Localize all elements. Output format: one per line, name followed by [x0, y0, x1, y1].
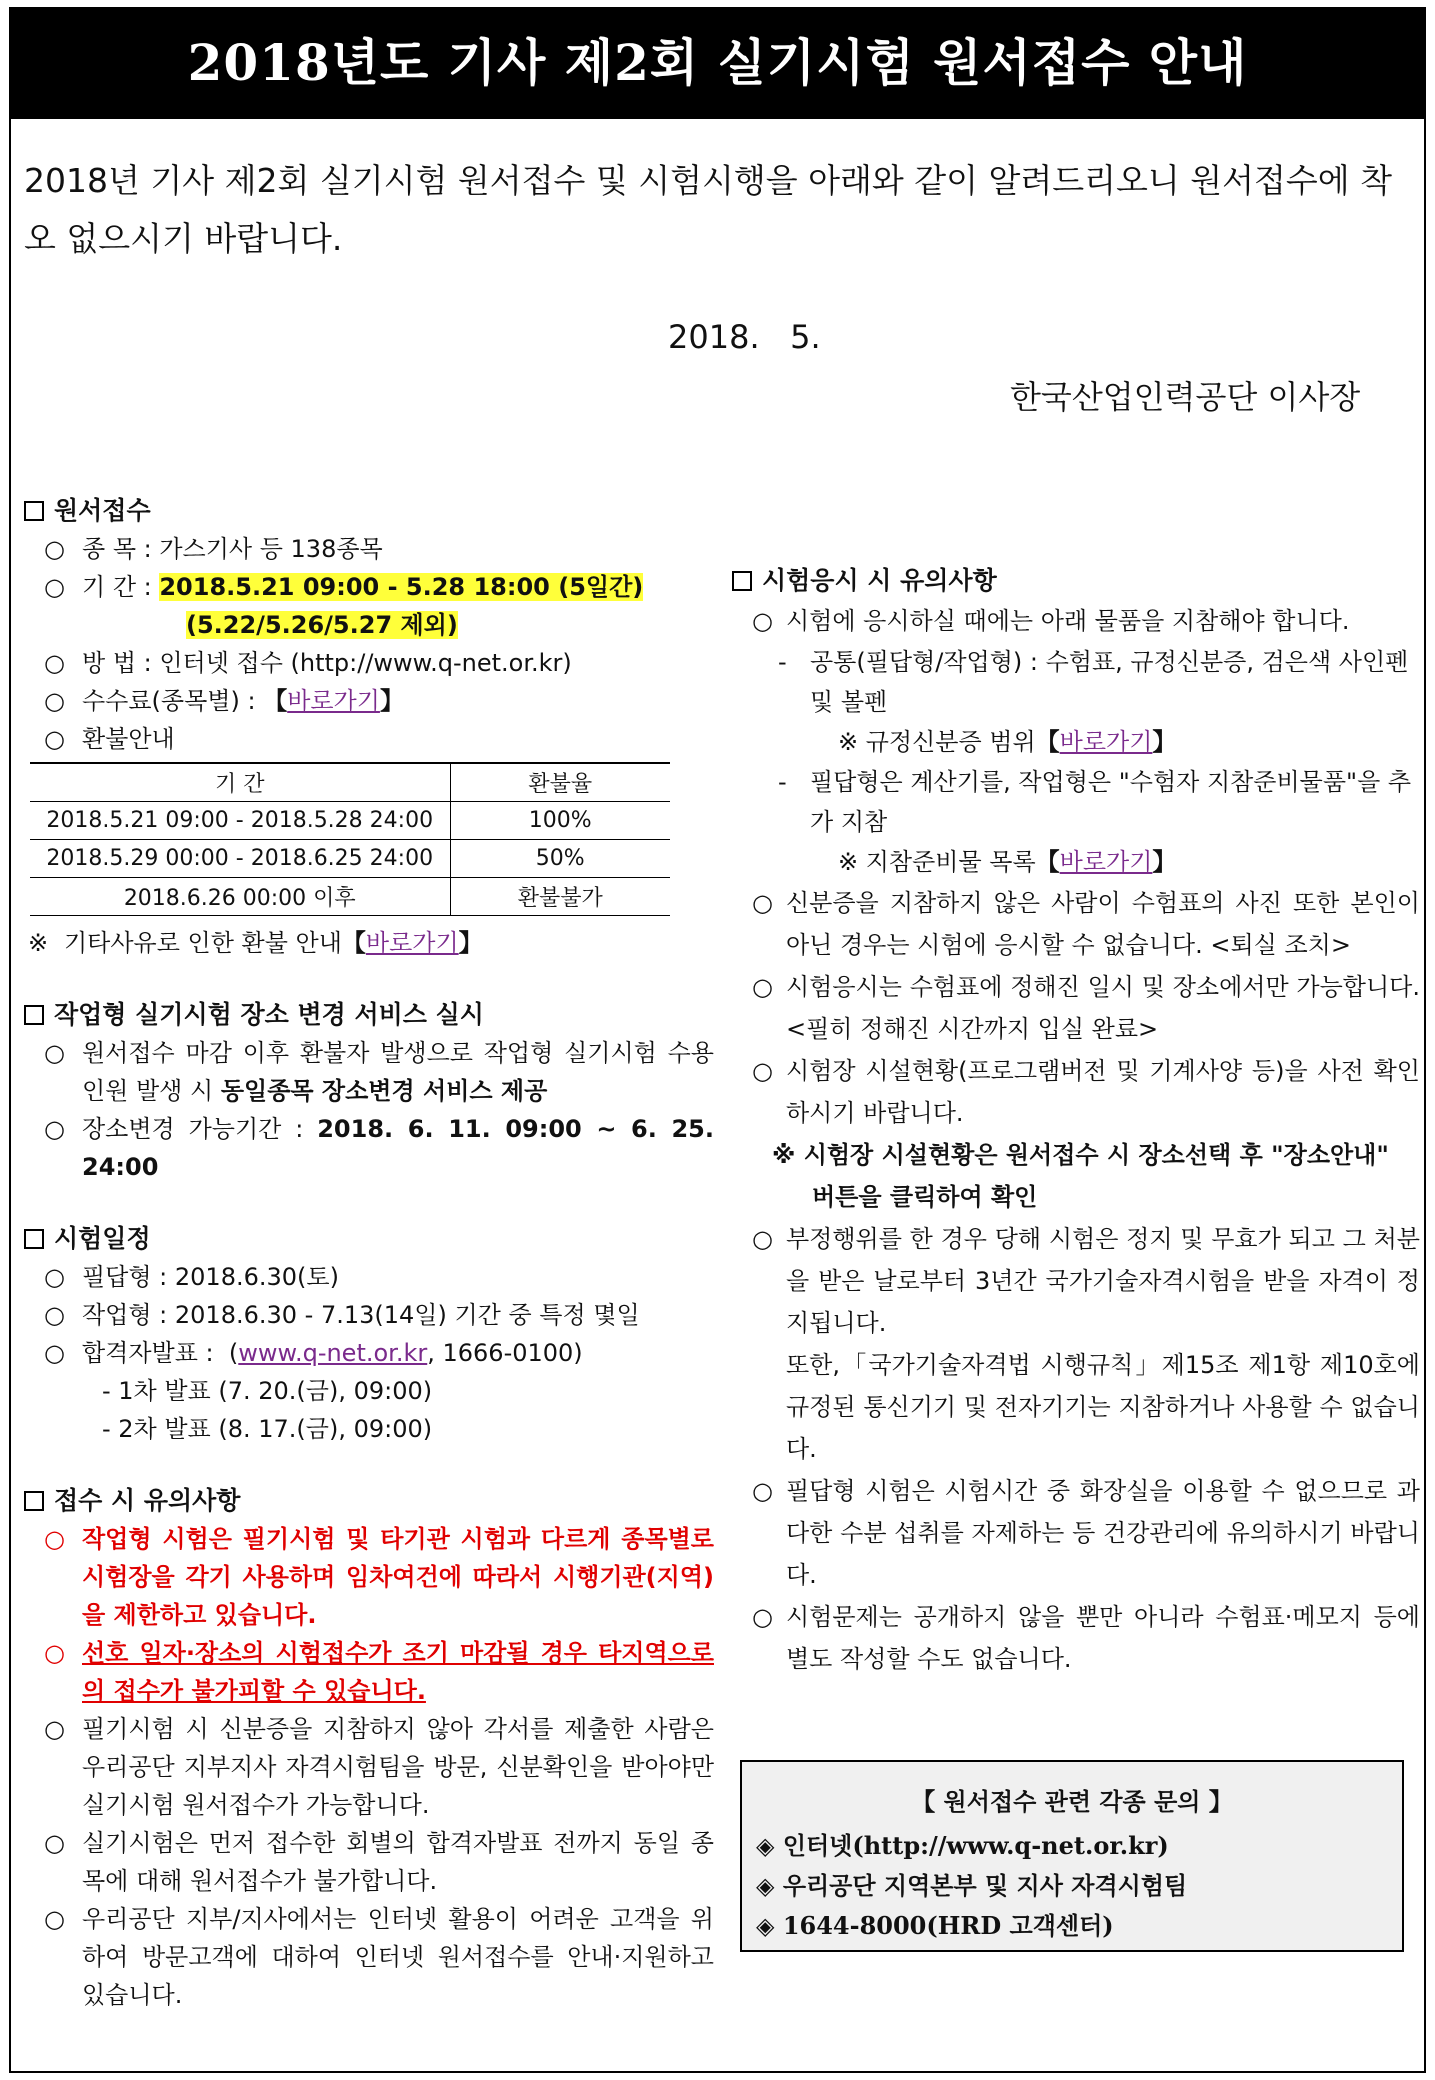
- list-item: ○ 시험장 시설현황(프로그램버전 및 기계사양 등)을 사전 확인하시기 바랍니다.: [732, 1050, 1420, 1134]
- sub-item: - 공통(필답형/작업형) : 수험표, 규정신분증, 검은색 사인펜 및 볼펜: [778, 648, 1409, 716]
- reference-mark-icon: ※: [28, 928, 49, 957]
- checkbox-square-icon: [732, 571, 752, 591]
- refund-other-link[interactable]: 바로가기: [365, 928, 459, 957]
- list-item: ○ 필기시험 시 신분증을 지참하지 않아 각서를 제출한 사람은 우리공단 지부지사 자격시험팀을 방문, 신분확인을 받아야만 실기시험 원서접수가 가능합니다.: [24, 1710, 714, 1824]
- sub-item: - 2차 발표 (8. 17.(금), 09:00): [102, 1414, 433, 1443]
- list-item: ○ 작업형 : 2018.6.30 - 7.13(14일) 기간 중 특정 몇일: [24, 1296, 714, 1334]
- table-cell: 50%: [450, 839, 670, 877]
- section-heading: 원서접수: [54, 496, 151, 525]
- section-heading: 작업형 실기시험 장소 변경 서비스 실시: [54, 999, 484, 1029]
- contact-title: 【 원서접수 관련 각종 문의 】: [911, 1787, 1233, 1816]
- section-exam-notes: [732, 562, 1420, 600]
- section-heading: 시험응시 시 유의사항: [762, 566, 997, 595]
- circle-bullet-icon: ○: [44, 1262, 65, 1291]
- page-title: 2018년도 기사 제2회 실기시험 원서접수 안내: [9, 7, 1426, 119]
- table-header-row: [30, 763, 670, 801]
- circle-bullet-icon: ○: [752, 1225, 773, 1253]
- id-range-link[interactable]: 바로가기: [1059, 728, 1153, 756]
- table-row: [30, 839, 670, 877]
- table-header: 기 간: [30, 763, 450, 801]
- circle-bullet-icon: ○: [44, 649, 65, 677]
- circle-bullet-icon: ○: [44, 1338, 65, 1367]
- fee-link[interactable]: 바로가기: [287, 687, 380, 715]
- table-cell: 2018.5.21 09:00 - 2018.5.28 24:00: [30, 801, 450, 839]
- notice-date: 2018. 5.: [668, 318, 821, 356]
- circle-bullet-icon: ○: [44, 725, 65, 753]
- contact-line-phone: ◈ 1644-8000(HRD 고객센터): [756, 1911, 1114, 1940]
- table-cell: 2018.6.26 00:00 이후: [30, 877, 450, 915]
- list-item: ○ 수수료(종목별) : 【바로가기】: [24, 682, 714, 720]
- circle-bullet-icon: ○: [44, 573, 65, 601]
- circle-bullet-icon: ○: [44, 1638, 65, 1667]
- circle-bullet-icon: ○: [44, 1828, 65, 1857]
- section-application: [24, 492, 714, 530]
- circle-bullet-icon: ○: [44, 1524, 65, 1553]
- reference-note: ※ 규정신분증 범위【바로가기】: [838, 728, 1177, 756]
- list-item: ○ 기 간 : 2018.5.21 09:00 - 5.28 18:00 (5일간): [24, 568, 714, 606]
- notice-signer: 한국산업인력공단 이사장: [1010, 378, 1361, 416]
- supplies-list-link[interactable]: 바로가기: [1059, 848, 1153, 876]
- circle-bullet-icon: ○: [44, 1904, 65, 1933]
- list-item: ○ 부정행위를 한 경우 당해 시험은 정지 및 무효가 되고 그 처분을 받은 날로부터 3년간 국가기술자격시험을 받을 자격이 정지됩니다. 또한,「국가기술자격법 시행규칙」제15조 제1항 제10호에 규정된 통신기기 및 전자기기는 지참하거나 사용할 수 없습니다.: [732, 1218, 1420, 1470]
- list-item-continuation: [24, 606, 714, 644]
- circle-bullet-icon: ○: [44, 687, 65, 715]
- checkbox-square-icon: [24, 501, 44, 521]
- contact-box: [740, 1760, 1404, 1952]
- section-heading: 시험일정: [54, 1223, 151, 1253]
- list-item: ○ 실기시험은 먼저 접수한 회별의 합격자발표 전까지 동일 종목에 대해 원서접수가 불가합니다.: [24, 1824, 714, 1900]
- circle-bullet-icon: ○: [752, 1603, 773, 1631]
- intro-text: 2018년 기사 제2회 실기시험 원서접수 및 시험시행을 아래와 같이 알려드리오니 원서접수에 착오 없으시기 바랍니다.: [24, 161, 1392, 258]
- sub-item: - 필답형은 계산기를, 작업형은 "수험자 지참준비물품"을 추가 지참: [778, 768, 1412, 836]
- circle-bullet-icon: ○: [752, 1057, 773, 1085]
- list-item: ○ 환불안내: [24, 720, 714, 758]
- circle-bullet-icon: ○: [752, 973, 773, 1001]
- section-heading: 접수 시 유의사항: [54, 1485, 241, 1515]
- section-location-change: [24, 996, 714, 1034]
- sub-item: - 1차 발표 (7. 20.(금), 09:00): [102, 1376, 433, 1405]
- list-item: ○ 합격자발표 : (www.q-net.or.kr, 1666-0100): [24, 1334, 714, 1372]
- checkbox-square-icon: [24, 1491, 44, 1511]
- left-column: [24, 492, 714, 2014]
- period-highlight: 2018.5.21 09:00 - 5.28 18:00 (5일간): [159, 573, 644, 601]
- list-item-warning: ○ 선호 일자·장소의 시험접수가 조기 마감될 경우 타지역으로의 접수가 불가피할 수 있습니다.: [24, 1634, 714, 1710]
- circle-bullet-icon: ○: [752, 607, 773, 635]
- circle-bullet-icon: ○: [44, 1114, 65, 1143]
- checkbox-square-icon: [24, 1005, 44, 1025]
- period-except-highlight: (5.22/5.26/5.27 제외): [186, 611, 458, 639]
- table-cell: 100%: [450, 801, 670, 839]
- section-application-notes: [24, 1482, 714, 1520]
- contact-line-office: ◈ 우리공단 지역본부 및 지사 자격시험팀: [756, 1871, 1188, 1900]
- circle-bullet-icon: ○: [44, 1038, 65, 1067]
- list-item: ○ 시험응시는 수험표에 정해진 일시 및 장소에서만 가능합니다. <필히 정해진 시간까지 입실 완료>: [732, 966, 1420, 1050]
- list-item: ○ 필답형 시험은 시험시간 중 화장실을 이용할 수 없으므로 과다한 수분 섭취를 자제하는 등 건강관리에 유의하시기 바랍니다.: [732, 1470, 1420, 1596]
- table-cell: 환불불가: [450, 877, 670, 915]
- circle-bullet-icon: ○: [752, 889, 773, 917]
- circle-bullet-icon: ○: [44, 1714, 65, 1743]
- list-item: ○ 장소변경 가능기간 : 2018. 6. 11. 09:00 ~ 6. 25. 24:00: [24, 1110, 714, 1186]
- circle-bullet-icon: ○: [44, 1300, 65, 1329]
- list-item: ○ 종 목 : 가스기사 등 138종목: [24, 530, 714, 568]
- table-cell: 2018.5.29 00:00 - 2018.6.25 24:00: [30, 839, 450, 877]
- list-item: ○ 시험문제는 공개하지 않을 뿐만 아니라 수험표·메모지 등에 별도 작성할 수도 없습니다.: [732, 1596, 1420, 1680]
- list-item: ○ 신분증을 지참하지 않은 사람이 수험표의 사진 또한 본인이 아닌 경우는 시험에 응시할 수 없습니다. <퇴실 조치>: [732, 882, 1420, 966]
- refund-note: ※ 기타사유로 인한 환불 안내【바로가기】: [24, 924, 714, 962]
- list-item: ○ 시험에 응시하실 때에는 아래 물품을 지참해야 합니다.: [732, 600, 1420, 642]
- circle-bullet-icon: ○: [44, 535, 65, 563]
- contact-line-website: ◈ 인터넷(http://www.q-net.or.kr): [756, 1831, 1169, 1860]
- table-header: 환불율: [450, 763, 670, 801]
- list-item: ○ 방 법 : 인터넷 접수 (http://www.q-net.or.kr): [24, 644, 714, 682]
- table-row: [30, 877, 670, 915]
- list-item: ○ 필답형 : 2018.6.30(토): [24, 1258, 714, 1296]
- list-item: ○ 우리공단 지부/지사에서는 인터넷 활용이 어려운 고객을 위하여 방문고객에 대하여 인터넷 원서접수를 안내·지원하고 있습니다.: [24, 1900, 714, 2014]
- bold-note: ※ 시험장 시설현황은 원서접수 시 장소선택 후 "장소안내": [772, 1141, 1389, 1169]
- right-column: [732, 562, 1420, 1680]
- circle-bullet-icon: ○: [752, 1477, 773, 1505]
- reference-note: ※ 지참준비물 목록【바로가기】: [838, 848, 1177, 876]
- list-item-warning: ○ 작업형 시험은 필기시험 및 타기관 시험과 다르게 종목별로 시험장을 각기 사용하며 임차여건에 따라서 시행기관(지역)을 제한하고 있습니다.: [24, 1520, 714, 1634]
- qnet-link[interactable]: www.q-net.or.kr: [238, 1338, 428, 1367]
- table-row: [30, 801, 670, 839]
- section-schedule: [24, 1220, 714, 1258]
- checkbox-square-icon: [24, 1229, 44, 1249]
- refund-table: [30, 762, 670, 916]
- bold-note-continuation: 버튼을 클릭하여 확인: [812, 1183, 1038, 1211]
- list-item: ○ 원서접수 마감 이후 환불자 발생으로 작업형 실기시험 수용인원 발생 시 동일종목 장소변경 서비스 제공: [24, 1034, 714, 1110]
